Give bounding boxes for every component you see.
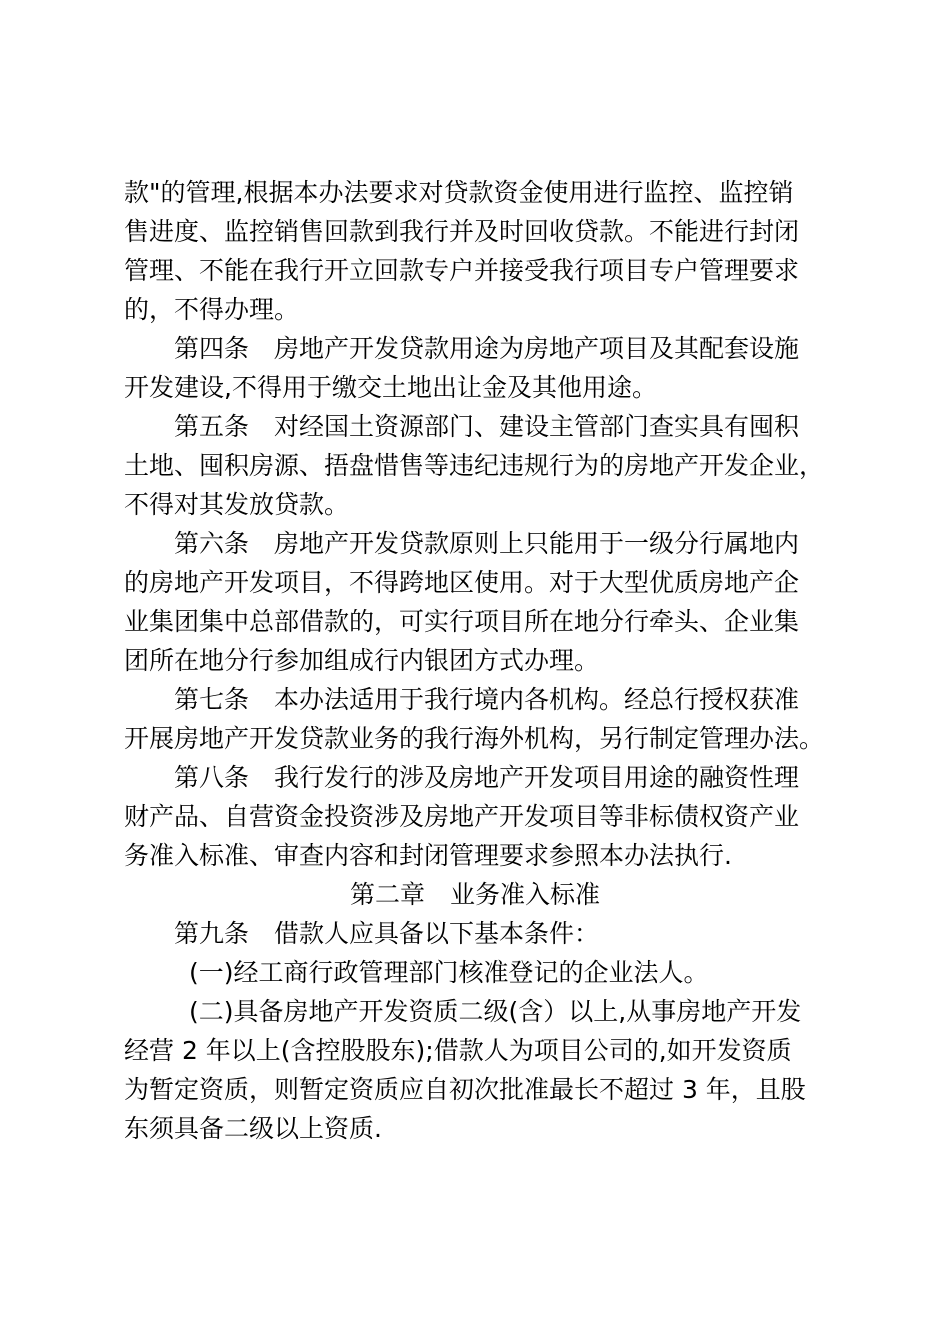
text-line: 不得对其发放贷款。 bbox=[124, 490, 350, 519]
text-line: 的，不得办理。 bbox=[124, 295, 300, 324]
text-line: 经营 2 年以上(含控股股东);借款人为项目公司的,如开发资质 bbox=[124, 1036, 792, 1065]
text-line: 为暂定资质，则暂定资质应自初次批准最长不超过 3 年，且股 bbox=[124, 1075, 806, 1104]
article-7-heading-line: 第七条 本办法适用于我行境内各机构。经总行授权获准 bbox=[174, 685, 800, 714]
article-4-heading-line: 第四条 房地产开发贷款用途为房地产项目及其配套设施 bbox=[174, 334, 800, 363]
article-8-heading-line: 第八条 我行发行的涉及房地产开发项目用途的融资性理 bbox=[174, 763, 800, 792]
text-line: 售进度、监控销售回款到我行并及时回收贷款。不能进行封闭 bbox=[124, 217, 800, 246]
text-line: 土地、囤积房源、捂盘惜售等违纪违规行为的房地产开发企业， bbox=[124, 451, 825, 480]
text-line: 款"的管理,根据本办法要求对贷款资金使用进行监控、监控销 bbox=[124, 178, 794, 207]
list-item-1: (一)经工商行政管理部门核准登记的企业法人。 bbox=[189, 958, 709, 987]
text-line: 管理、不能在我行开立回款专户并接受我行项目专户管理要求 bbox=[124, 256, 800, 285]
article-5-heading-line: 第五条 对经国土资源部门、建设主管部门查实具有囤积 bbox=[174, 412, 800, 441]
text-line: 开展房地产开发贷款业务的我行海外机构，另行制定管理办法。 bbox=[124, 724, 825, 753]
text-line: 业集团集中总部借款的，可实行项目所在地分行牵头、企业集 bbox=[124, 607, 800, 636]
article-9-heading-line: 第九条 借款人应具备以下基本条件： bbox=[174, 919, 600, 948]
text-line: 东须具备二级以上资质. bbox=[124, 1114, 382, 1143]
text-line: 开发建设,不得用于缴交土地出让金及其他用途。 bbox=[124, 373, 657, 402]
text-line: 的房地产开发项目，不得跨地区使用。对于大型优质房地产企 bbox=[124, 568, 800, 597]
chapter-title: 第二章 业务准入标准 bbox=[349, 880, 600, 909]
text-line: 务准入标准、审查内容和封闭管理要求参照本办法执行. bbox=[124, 841, 732, 870]
text-line: 团所在地分行参加组成行内银团方式办理。 bbox=[124, 646, 600, 675]
text-line: 财产品、自营资金投资涉及房地产开发项目等非标债权资产业 bbox=[124, 802, 800, 831]
list-item-2: (二)具备房地产开发资质二级(含）以上,从事房地产开发 bbox=[189, 997, 802, 1026]
article-6-heading-line: 第六条 房地产开发贷款原则上只能用于一级分行属地内 bbox=[174, 529, 800, 558]
